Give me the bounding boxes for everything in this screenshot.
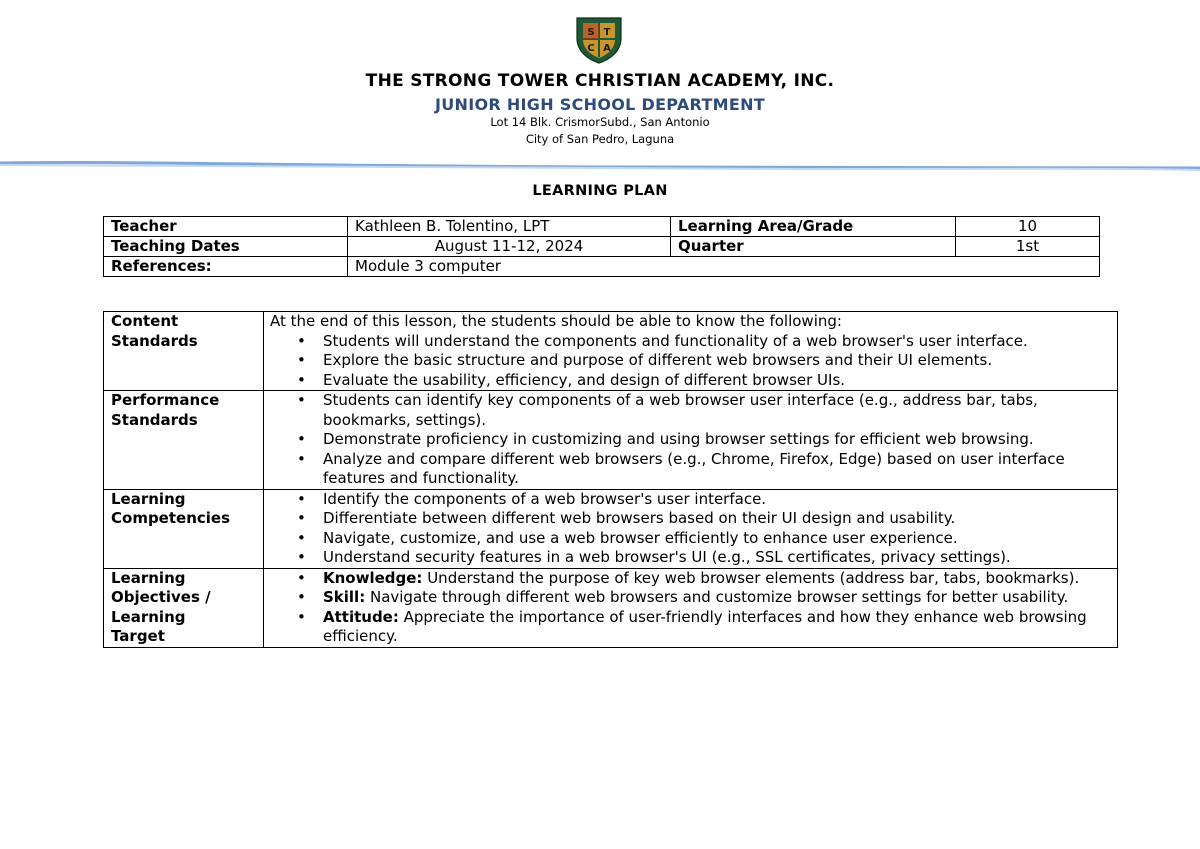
performance-standards-list: [270, 391, 1113, 489]
content-standards-intro: At the end of this lesson, the students should be able to know the following:: [270, 312, 842, 330]
learning-competencies-label: [104, 489, 264, 568]
objective-text: Appreciate the importance of user-friendly interfaces and how they enhance web browsing efficiency.: [323, 607, 1087, 645]
performance-standards-row: [104, 391, 1118, 490]
references-label: References:: [104, 257, 348, 277]
list-item: [270, 608, 1113, 647]
label-line: Learning: [111, 607, 186, 626]
learning-objectives-label: [104, 568, 264, 647]
content-standards-row: [104, 312, 1118, 391]
table-row: [104, 237, 1100, 257]
learning-area-label: Learning Area/Grade: [671, 217, 956, 237]
objective-keyword: Attitude:: [323, 607, 399, 626]
page-title: LEARNING PLAN: [532, 183, 668, 199]
teaching-dates-label: Teaching Dates: [104, 237, 348, 257]
list-item: • Students can identify key components of a web browser user interface (e.g., address bar, tabs, bookmarks, settings).: [270, 391, 1113, 430]
address-line-1: Lot 14 Blk. CrismorSubd., San Antonio: [490, 115, 710, 129]
table-row: [104, 257, 1100, 277]
school-logo: [573, 12, 625, 64]
label-line: Performance: [111, 391, 220, 409]
table-row: [104, 217, 1100, 237]
label-line: Standards: [111, 410, 198, 429]
content-standards-label: [104, 312, 264, 391]
logo-letter-s: S: [587, 27, 595, 38]
learning-objectives-body: [264, 568, 1118, 647]
list-item: • Understand security features in a web browser's UI (e.g., SSL certificates, privacy settings).: [270, 548, 1113, 568]
list-item: • Demonstrate proficiency in customizing and using browser settings for efficient web browsing.: [270, 430, 1113, 450]
list-item: • Differentiate between different web browsers based on their UI design and usability.: [270, 509, 1113, 529]
list-item: • Explore the basic structure and purpose of different web browsers and their UI elements.: [270, 351, 1113, 371]
learning-competencies-body: [264, 489, 1118, 568]
list-item: [270, 569, 1113, 589]
list-item: • Evaluate the usability, efficiency, and design of different browser UIs.: [270, 371, 1113, 391]
list-item: • Identify the components of a web browser's user interface.: [270, 490, 1113, 510]
content-standards-list: [270, 332, 1113, 391]
learning-objectives-list: [270, 569, 1113, 647]
learning-competencies-list: [270, 490, 1113, 568]
teacher-value: Kathleen B. Tolentino, LPT: [348, 217, 671, 237]
label-line: Learning: [111, 568, 186, 587]
label-line: Competencies: [111, 509, 231, 527]
school-name: THE STRONG TOWER CHRISTIAN ACADEMY, INC.: [365, 71, 835, 91]
objective-text: Navigate through different web browsers and customize browser settings for better usability.: [365, 588, 1069, 606]
list-item: • Navigate, customize, and use a web browser efficiently to enhance user experience.: [270, 529, 1113, 549]
logo-letter-c: C: [587, 43, 595, 54]
list-item: • Students will understand the components and functionality of a web browser's user interface.: [270, 332, 1113, 352]
learning-competencies-row: [104, 489, 1118, 568]
label-line: Objectives /: [111, 588, 211, 606]
objective-keyword: Knowledge:: [323, 568, 423, 587]
list-item: [270, 588, 1113, 608]
references-value: Module 3 computer: [348, 257, 1100, 277]
teacher-label: Teacher: [104, 217, 348, 237]
objective-text: Understand the purpose of key web browser elements (address bar, tabs, bookmarks).: [422, 568, 1080, 587]
label-line: Content: [111, 312, 179, 330]
label-line: Learning: [111, 489, 186, 508]
logo-letter-a: A: [603, 43, 611, 54]
logo-letter-t: T: [603, 27, 611, 38]
performance-standards-body: [264, 391, 1118, 490]
learning-area-value: 10: [956, 217, 1100, 237]
label-line: Standards: [111, 331, 198, 350]
objective-keyword: Skill:: [323, 588, 366, 606]
label-line: Target: [111, 627, 165, 645]
info-table: [103, 216, 1100, 277]
teaching-dates-value: August 11-12, 2024: [348, 237, 671, 257]
learning-objectives-row: [104, 568, 1118, 647]
performance-standards-label: [104, 391, 264, 490]
quarter-value: 1st: [956, 237, 1100, 257]
plan-table: [103, 311, 1118, 648]
quarter-label: Quarter: [671, 237, 956, 257]
content-standards-body: [264, 312, 1118, 391]
list-item: • Analyze and compare different web browsers (e.g., Chrome, Firefox, Edge) based on user interface features and functionality.: [270, 450, 1113, 489]
department-name: JUNIOR HIGH SCHOOL DEPARTMENT: [434, 95, 766, 114]
header-divider: [0, 150, 1200, 180]
address-line-2: City of San Pedro, Laguna: [525, 132, 675, 146]
